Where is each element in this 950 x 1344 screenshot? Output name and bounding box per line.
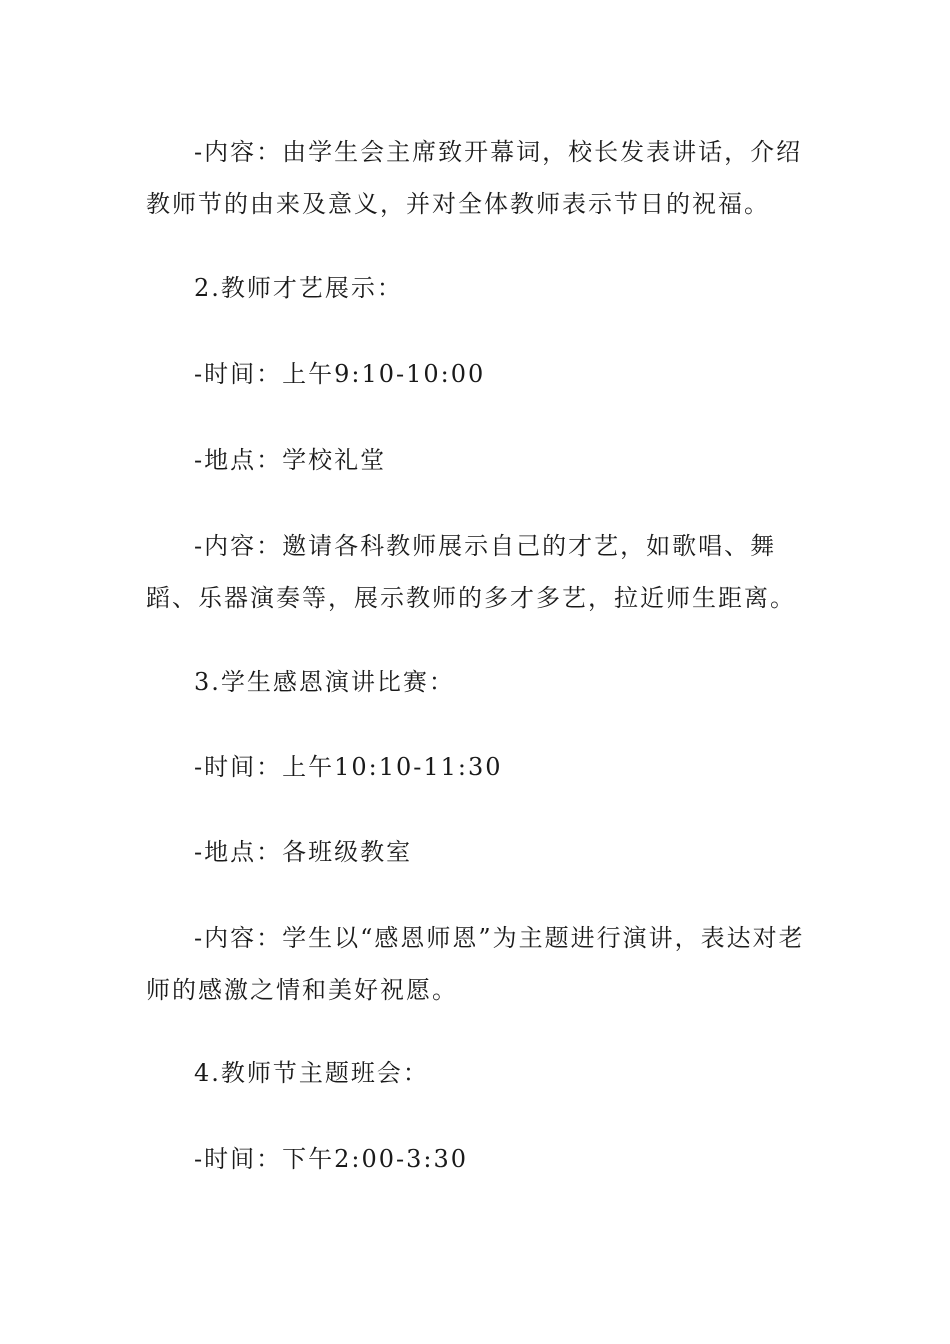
- paragraph-talent-show-content: -内容：邀请各科教师展示自己的才艺，如歌唱、舞蹈、乐器演奏等，展示教师的多才多艺，拉近师生距离。: [146, 532, 796, 612]
- paragraph-talent-show-time: -时间：上午9:10-10:00: [194, 360, 486, 388]
- paragraph-speech-contest-time: -时间：上午10:10-11:30: [194, 753, 503, 781]
- heading-teachers-day-class-meeting: 4.教师节主题班会：: [194, 1059, 429, 1087]
- paragraph-speech-contest-content: -内容：学生以“感恩师恩”为主题进行演讲，表达对老师的感激之情和美好祝愿。: [146, 924, 805, 1004]
- paragraph-opening-content: -内容：由学生会主席致开幕词，校长发表讲话，介绍教师节的由来及意义，并对全体教师表示节日的祝福。: [146, 138, 803, 218]
- heading-gratitude-speech-contest: 3.学生感恩演讲比赛：: [194, 668, 455, 696]
- paragraph-speech-contest-location: -地点：各班级教室: [194, 838, 413, 866]
- paragraph-class-meeting-time: -时间：下午2:00-3:30: [194, 1145, 469, 1173]
- heading-teacher-talent-show: 2.教师才艺展示：: [194, 274, 403, 302]
- paragraph-talent-show-location: -地点：学校礼堂: [194, 446, 387, 474]
